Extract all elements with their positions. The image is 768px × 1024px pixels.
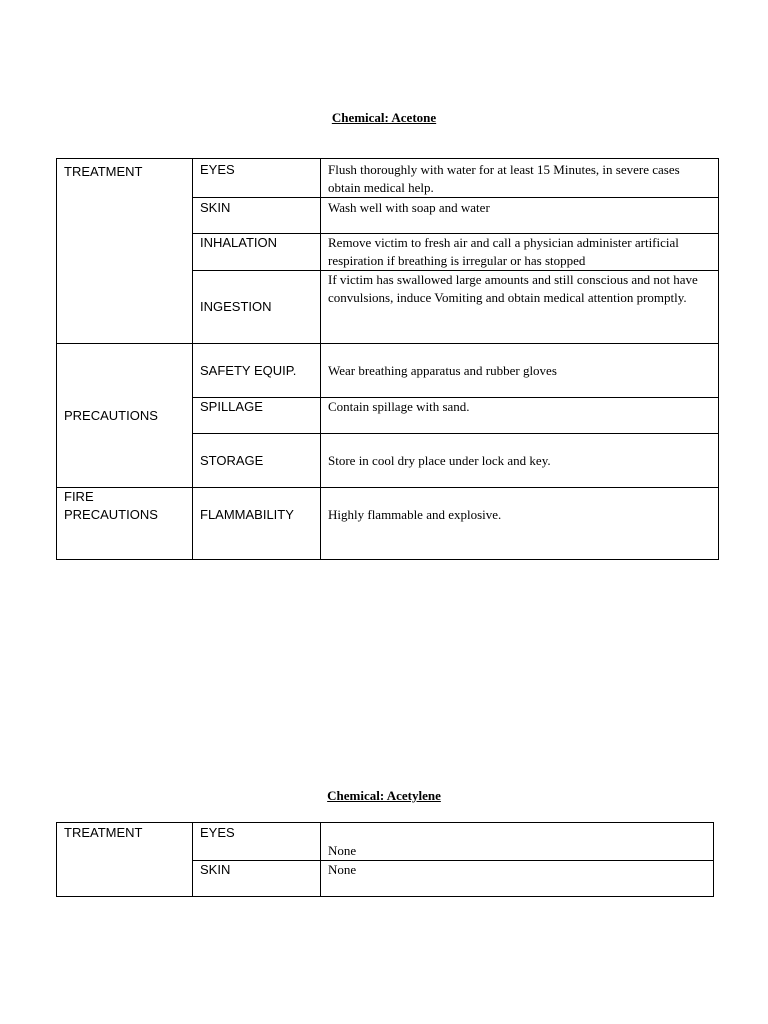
text-skin: Wash well with soap and water xyxy=(328,200,490,215)
text-cell xyxy=(321,488,719,560)
label-inhalation: INHALATION xyxy=(200,235,278,250)
category-treatment: TREATMENT xyxy=(64,825,143,840)
text-inhalation: Remove victim to fresh air and call a physician administer artificial respiration if breathing is irregular or has stopped xyxy=(328,235,679,268)
text-ingestion: If victim has swallowed large amounts and still conscious and not have convulsions, induce Vomiting and obtain medical attention promptly. xyxy=(328,272,698,305)
text-spillage: Contain spillage with sand. xyxy=(328,399,470,414)
category-treatment: TREATMENT xyxy=(64,164,143,179)
label-cell xyxy=(193,271,321,344)
label-cell xyxy=(193,861,321,897)
label-storage: STORAGE xyxy=(200,452,264,468)
label-cell xyxy=(193,159,321,198)
text-eyes: Flush thoroughly with water for at least 15 Minutes, in severe cases obtain medical help. xyxy=(328,162,680,195)
text-skin: None xyxy=(328,862,357,877)
text-safety-equip: Wear breathing apparatus and rubber gloves xyxy=(328,362,557,378)
category-fire-precautions: FIRE PRECAUTIONS xyxy=(64,489,158,522)
label-safety-equip: SAFETY EQUIP. xyxy=(200,362,297,378)
label-eyes: EYES xyxy=(200,162,235,177)
text-cell xyxy=(321,823,714,861)
label-cell xyxy=(193,398,321,434)
category-cell xyxy=(57,823,193,897)
category-cell xyxy=(57,159,193,344)
label-eyes: EYES xyxy=(200,825,235,840)
text-eyes: None xyxy=(328,843,357,858)
label-flammability: FLAMMABILITY xyxy=(200,507,294,522)
text-cell xyxy=(321,271,719,344)
category-precautions: PRECAUTIONS xyxy=(64,407,158,423)
acetone-title: Chemical: Acetone xyxy=(331,110,437,125)
label-cell xyxy=(193,488,321,560)
label-cell xyxy=(193,198,321,234)
label-cell xyxy=(193,344,321,398)
label-cell xyxy=(193,823,321,861)
text-cell xyxy=(321,159,719,198)
category-cell xyxy=(57,488,193,560)
text-cell xyxy=(321,434,719,488)
table-row xyxy=(57,823,714,861)
text-cell xyxy=(321,344,719,398)
text-cell xyxy=(321,198,719,234)
label-spillage: SPILLAGE xyxy=(200,399,263,414)
label-ingestion: INGESTION xyxy=(200,299,272,314)
text-cell xyxy=(321,234,719,271)
acetone-table xyxy=(56,158,719,560)
text-cell xyxy=(321,398,719,434)
text-storage: Store in cool dry place under lock and key. xyxy=(328,452,551,468)
label-cell xyxy=(193,234,321,271)
acetylene-title: Chemical: Acetylene xyxy=(327,788,441,803)
acetylene-table xyxy=(56,822,714,897)
table-row xyxy=(57,159,719,198)
table-row xyxy=(57,488,719,560)
table-row xyxy=(57,344,719,398)
category-cell xyxy=(57,344,193,488)
label-skin: SKIN xyxy=(200,200,231,215)
label-skin: SKIN xyxy=(200,862,231,877)
label-cell xyxy=(193,434,321,488)
text-cell xyxy=(321,861,714,897)
text-flammability: Highly flammable and explosive. xyxy=(328,507,502,522)
